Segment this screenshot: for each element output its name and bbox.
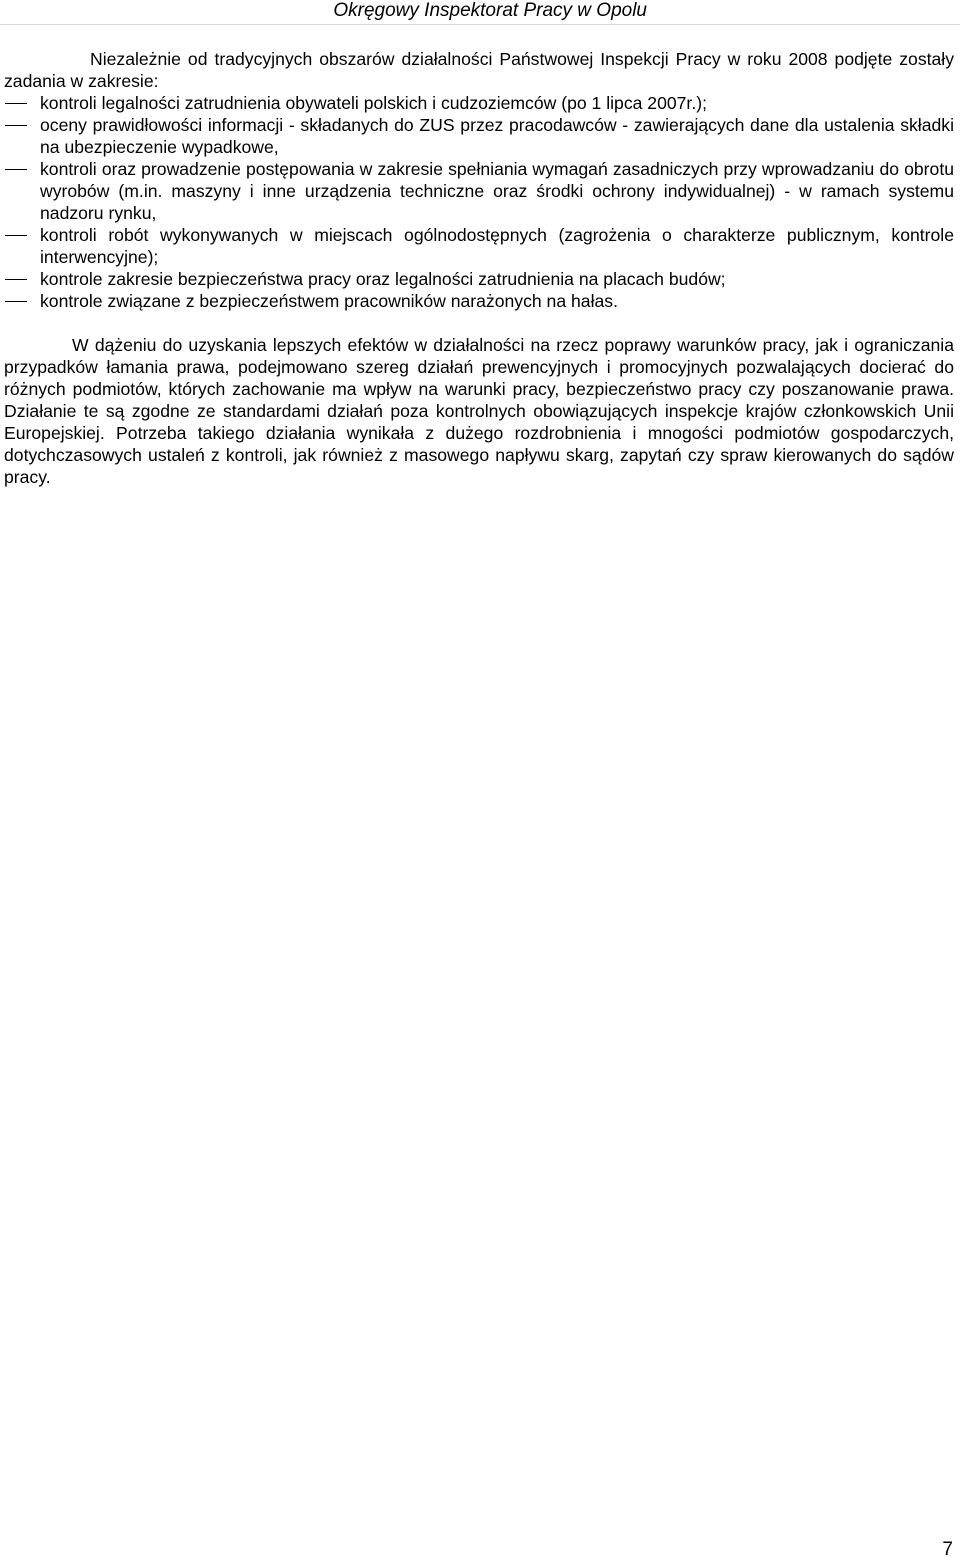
dash-bullet-icon (5, 103, 27, 104)
dash-bullet-icon (5, 169, 27, 170)
list-item (4, 224, 954, 268)
list-item-text: kontrole związane z bezpieczeństwem pracowników narażonych na hałas. (40, 291, 618, 311)
dash-bullet-icon (5, 301, 27, 302)
document-body (4, 48, 954, 488)
dash-bullet-icon (5, 125, 27, 126)
list-item-text: kontroli legalności zatrudnienia obywateli polskich i cudzoziemców (po 1 lipca 2007r.); (40, 93, 707, 113)
list-item-text: kontroli robót wykonywanych w miejscach ogólnodostępnych (zagrożenia o charakterze publicznym, kontrole interwencyjne); (40, 225, 954, 267)
list-item-text: oceny prawidłowości informacji - składanych do ZUS przez pracodawców - zawierających dane dla ustalenia składki na ubezpieczenie wypadkowe, (40, 115, 954, 157)
list-item (4, 92, 954, 114)
intro-text: Niezależnie od tradycyjnych obszarów działalności Państwowej Inspekcji Pracy w roku 2008 podjęte zostały zadania w zakresie: (4, 49, 954, 91)
intro-paragraph (4, 48, 954, 92)
page-header (0, 0, 960, 25)
list-item-text: kontrole zakresie bezpieczeństwa pracy oraz legalności zatrudnienia na placach budów; (40, 269, 726, 289)
page-number: 7 (942, 1539, 953, 1560)
dash-bullet-icon (5, 279, 27, 280)
header-title: Okręgowy Inspektorat Pracy w Opolu (333, 0, 647, 21)
list-item (4, 114, 954, 158)
task-list (4, 92, 954, 312)
list-item (4, 268, 954, 290)
dash-bullet-icon (5, 235, 27, 236)
list-item (4, 158, 954, 224)
list-item (4, 290, 954, 312)
list-item-text: kontroli oraz prowadzenie postępowania w zakresie spełniania wymagań zasadniczych przy wprowadzaniu do obrotu wyrobów (m.in. maszyny i inne urządzenia techniczne oraz środki ochrony indywidualnej) - w ramach systemu nadzoru rynku, (40, 159, 954, 223)
body-paragraph: W dążeniu do uzyskania lepszych efektów w działalności na rzecz poprawy warunków pracy, jak i ograniczania przypadków łamania prawa, podejmowano szereg działań prewencyjnych i promocyjnych pozwalających docierać do różnych podmiotów, których zachowanie ma wpływ na warunki pracy, bezpieczeństwo pracy czy poszanowanie prawa. Działanie te są zgodne ze standardami działań poza kontrolnych obowiązujących inspekcje krajów członkowskich Unii Europejskiej. Potrzeba takiego działania wynikała z dużego rozdrobnienia i mnogości podmiotów gospodarczych, dotychczasowych ustaleń z kontroli, jak również z masowego napływu skarg, zapytań czy spraw kierowanych do sądów pracy. (4, 335, 954, 487)
